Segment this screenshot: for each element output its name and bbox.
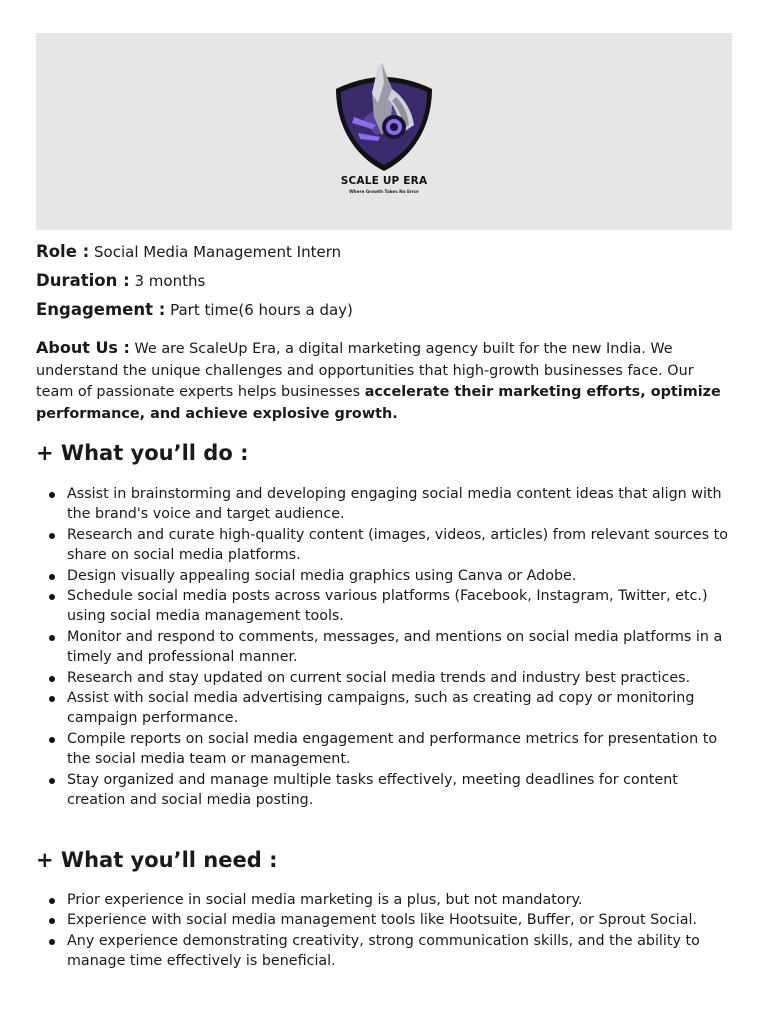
list-item: Design visually appealing social media graphics using Canva or Adobe. bbox=[36, 566, 736, 586]
about-bold-text: accelerate their marketing efforts, optimize performance, and achieve explosive growth. bbox=[36, 384, 721, 422]
engagement-line bbox=[36, 300, 353, 320]
duration-line bbox=[36, 271, 205, 291]
what-youll-need-list bbox=[36, 890, 736, 972]
list-item: Assist in brainstorming and developing engaging social media content ideas that align with the brand's voice and target audience. bbox=[36, 484, 736, 525]
about-text: We are ScaleUp Era, a digital marketing agency built for the new India. We understand the unique challenges and opportunities that high-growth businesses face. Our team of passionate experts helps businesses bbox=[36, 341, 694, 400]
list-item: Research and stay updated on current social media trends and industry best practices. bbox=[36, 668, 736, 688]
bullet-icon bbox=[49, 533, 55, 539]
bullet-icon bbox=[49, 635, 55, 641]
list-item: Monitor and respond to comments, messages, and mentions on social media platforms in a timely and professional manner. bbox=[36, 627, 736, 668]
section-heading-what-youll-do: + What you’ll do : bbox=[36, 441, 249, 465]
list-item: Experience with social media management tools like Hootsuite, Buffer, or Sprout Social. bbox=[36, 910, 736, 930]
bullet-icon bbox=[49, 737, 55, 743]
bullet-icon bbox=[49, 594, 55, 600]
bullet-icon bbox=[49, 574, 55, 580]
about-paragraph bbox=[36, 337, 726, 425]
list-item: Schedule social media posts across various platforms (Facebook, Instagram, Twitter, etc.) using social media management tools. bbox=[36, 586, 736, 627]
duration-value: 3 months bbox=[134, 272, 206, 290]
bullet-icon bbox=[49, 492, 55, 498]
list-item: Research and curate high-quality content (images, videos, articles) from relevant sources to share on social media platforms. bbox=[36, 525, 736, 566]
bullet-icon bbox=[49, 696, 55, 702]
about-label: About Us : bbox=[36, 338, 130, 357]
role-label: Role : bbox=[36, 242, 90, 261]
bullet-icon bbox=[49, 939, 55, 945]
duration-label: Duration : bbox=[36, 271, 130, 290]
brand-name: SCALE UP ERA bbox=[340, 175, 428, 187]
brand-tagline: Where Growth Takes No Error bbox=[349, 189, 419, 194]
bullet-icon bbox=[49, 676, 55, 682]
section-heading-what-youll-need: + What you’ll need : bbox=[36, 848, 278, 872]
what-youll-do-list bbox=[36, 484, 736, 811]
header-banner bbox=[36, 33, 732, 230]
company-logo bbox=[332, 63, 436, 203]
role-value: Social Media Management Intern bbox=[94, 243, 342, 261]
bullet-icon bbox=[49, 778, 55, 784]
role-line bbox=[36, 242, 341, 262]
list-item: Prior experience in social media marketing is a plus, but not mandatory. bbox=[36, 890, 736, 910]
engagement-label: Engagement : bbox=[36, 300, 166, 319]
shield-emblem-icon bbox=[332, 63, 436, 173]
list-item: Assist with social media advertising campaigns, such as creating ad copy or monitoring campaign performance. bbox=[36, 688, 736, 729]
bullet-icon bbox=[49, 918, 55, 924]
engagement-value: Part time(6 hours a day) bbox=[170, 301, 353, 319]
list-item: Compile reports on social media engagement and performance metrics for presentation to the social media team or management. bbox=[36, 729, 736, 770]
list-item: Stay organized and manage multiple tasks effectively, meeting deadlines for content creation and social media posting. bbox=[36, 770, 736, 811]
list-item: Any experience demonstrating creativity, strong communication skills, and the ability to manage time effectively is beneficial. bbox=[36, 931, 736, 972]
bullet-icon bbox=[49, 898, 55, 904]
